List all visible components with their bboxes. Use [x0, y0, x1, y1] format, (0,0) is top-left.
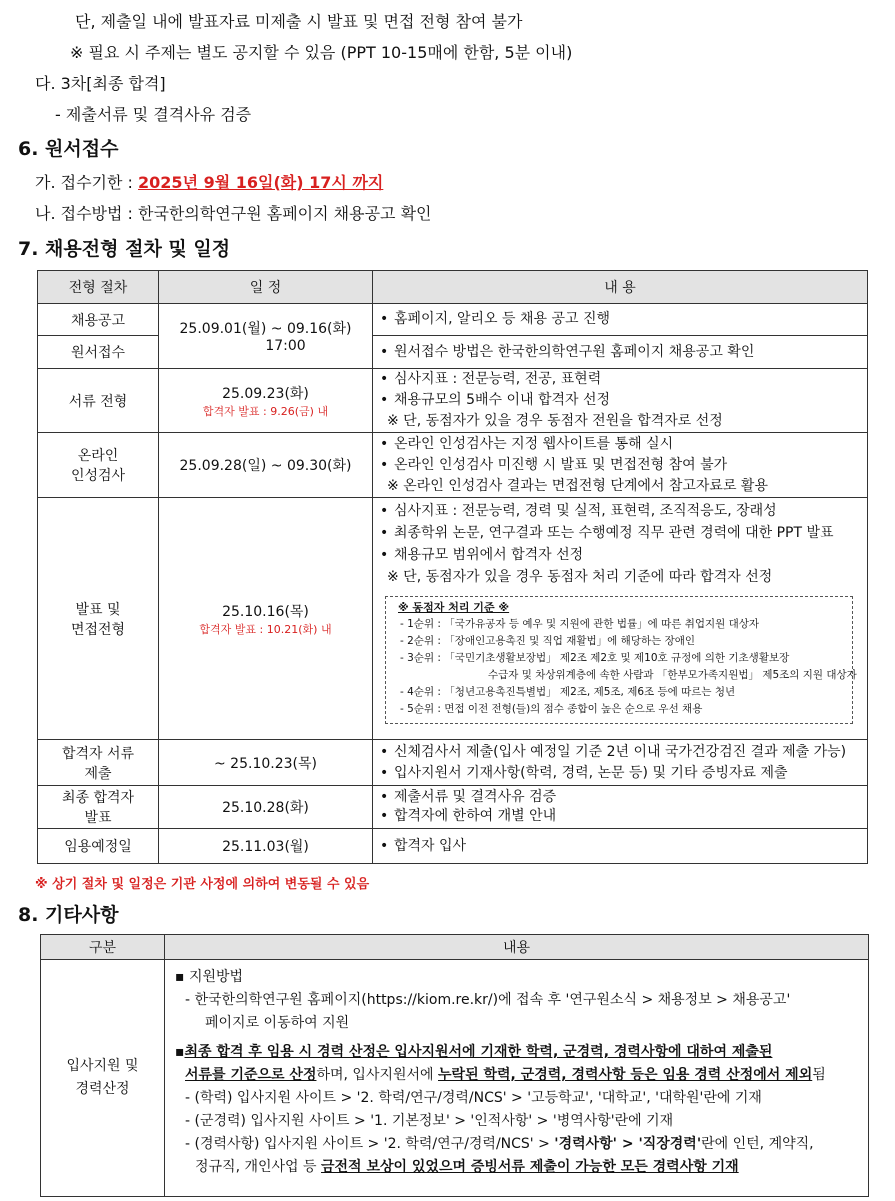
category-cell — [41, 960, 165, 1197]
note-text: ※ 온라인 인성검사 결과는 면접전형 단계에서 참고자료로 활용 — [387, 477, 768, 494]
bullet-text: 심사지표 : 전문능력, 전공, 표현력 — [394, 371, 602, 387]
table-row — [41, 960, 869, 1197]
bullet-item: • 제출서류 및 결격사유 검증 — [380, 789, 557, 805]
date-line-1: 25.09.01(월) ~ 09.16(화) — [179, 321, 352, 337]
deadline-line — [35, 170, 383, 193]
note-text: ※ 단, 동점자가 있을 경우 동점자 처리 기준에 따라 합격자 선정 — [387, 569, 773, 585]
content-cell — [373, 304, 868, 336]
career-entry-a: - (경력사항) 입사지원 사이트 > '2. 학력/연구/경력/NCS' > — [185, 1136, 555, 1152]
table-row — [38, 786, 868, 829]
apply-method-desc: - 한국한의학연구원 홈페이지(https://kiom.re.kr/)에 접속 후 '연구원소식 > 채용정보 > 채용공고' — [185, 992, 791, 1008]
tie-break-title: ※ 동점자 처리 기준 ※ — [398, 601, 510, 614]
date-cell: 25.10.28(화) — [159, 786, 373, 829]
date-cell — [159, 498, 373, 740]
category-line-1: 입사지원 및 — [66, 1058, 139, 1074]
bullet-text: 입사지원서 기재사항(학력, 경력, 논문 등) 및 기타 증빙자료 제출 — [394, 764, 788, 781]
section-6-heading: 6. 원서접수 — [18, 138, 119, 160]
date-text: 25.09.23(화) — [222, 385, 309, 402]
tie-break-item: - 1순위 : 「국가유공자 등 예우 및 지원에 관한 법률」에 따른 취업지원 대상자 — [400, 618, 760, 630]
note-text: ※ 단, 동점자가 있을 경우 동점자 전원을 합격자로 선정 — [387, 413, 723, 429]
content-cell — [165, 960, 869, 1197]
career-entry-c: 란에 인턴, 계약직, — [701, 1136, 814, 1152]
apply-method-desc-2: 페이지로 이동하여 지원 — [205, 1015, 350, 1031]
table-row — [38, 498, 868, 740]
tie-break-item: 수급자 및 차상위계층에 속한 사람과 「한부모가족지원법」 제5조의 지원 대상자 — [488, 669, 857, 681]
tie-break-item: - 5순위 : 면접 이전 전형(들)의 점수 종합이 높은 순으로 우선 채용 — [400, 703, 703, 715]
step-line-2: 면접전형 — [70, 621, 126, 638]
bullet-item: • 신체검사서 제출(입사 예정일 기준 2년 이내 국가건강검진 결과 제출 가능) — [380, 743, 847, 760]
bullet-text: 합격자 입사 — [394, 837, 467, 854]
content-cell — [373, 829, 868, 864]
step-line-2: 제출 — [84, 765, 112, 782]
table-row — [38, 433, 868, 498]
content-cell — [373, 369, 868, 433]
step-cell: 임용예정일 — [38, 829, 159, 864]
bullet-text: 신체검사서 제출(입사 예정일 기준 2년 이내 국가건강검진 결과 제출 가능) — [394, 743, 847, 760]
bullet-item: • 최종학위 논문, 연구결과 또는 수행예정 직무 관련 경력에 대한 PPT 발표 — [380, 525, 834, 541]
step-cell: 원서접수 — [38, 336, 159, 369]
date-note: 합격자 발표 : 10.21(화) 내 — [199, 622, 332, 636]
tie-break-box — [385, 596, 857, 724]
col-header-content: 내 용 — [373, 271, 868, 304]
step-line-2: 인성검사 — [70, 468, 126, 484]
date-cell: ~ 25.10.23(목) — [159, 740, 373, 786]
step-line-1: 합격자 서류 — [61, 745, 135, 762]
date-cell — [159, 304, 373, 369]
bullet-text: 제출서류 및 결격사유 검증 — [394, 789, 557, 805]
career-rule-text: 최종 합격 후 임용 시 경력 산정은 입사지원서에 기재한 학력, 군경력, 경력사항에 대하여 제출된 — [184, 1044, 773, 1060]
bullet-item: • 심사지표 : 전문능력, 경력 및 실적, 표현력, 조직적응도, 장래성 — [380, 503, 777, 519]
top-line-2: ※ 필요 시 주제는 별도 공지할 수 있음 (PPT 10-15매에 한함, 5분 이내) — [70, 43, 573, 62]
career-rule-end: 됨 — [812, 1067, 826, 1083]
date-text: 25.10.16(목) — [222, 603, 309, 620]
tie-break-item: - 3순위 : 「국민기초생활보장법」 제2조 제2호 및 제10호 규정에 의한 기초생활보장 — [400, 652, 790, 664]
table-row — [38, 740, 868, 786]
step-cell — [38, 498, 159, 740]
content-cell — [373, 433, 868, 498]
step-line-1: 최종 합격자 — [61, 790, 135, 806]
bullet-text: 채용규모 범위에서 합격자 선정 — [394, 547, 584, 563]
bullet-item: • 심사지표 : 전문능력, 전공, 표현력 — [380, 371, 602, 387]
bullet-item: • 합격자에 한하여 개별 안내 — [380, 808, 557, 824]
education-entry: - (학력) 입사지원 사이트 > '2. 학력/연구/경력/NCS' > '고등학교', '대학교', '대학원'란에 기재 — [185, 1090, 762, 1106]
date-line-2: 17:00 — [265, 338, 306, 354]
content-cell — [373, 786, 868, 829]
step-line-2: 발표 — [84, 810, 112, 826]
apply-method-title: ▪ 지원방법 — [175, 969, 244, 985]
career-rule: ▪최종 합격 후 임용 시 경력 산정은 입사지원서에 기재한 학력, 군경력, 경력사항에 대하여 제출된 — [175, 1044, 773, 1060]
step-cell — [38, 740, 159, 786]
col-header-step: 전형 절차 — [38, 271, 159, 304]
date-cell — [159, 369, 373, 433]
top-line-1: 단, 제출일 내에 발표자료 미제출 시 발표 및 면접 전형 참여 불가 — [75, 12, 523, 31]
table-row — [38, 304, 868, 336]
bullet-item: • 채용규모 범위에서 합격자 선정 — [380, 547, 584, 563]
step-cell — [38, 433, 159, 498]
bullet-text: 심사지표 : 전문능력, 경력 및 실적, 표현력, 조직적응도, 장래성 — [394, 503, 777, 519]
step-line-1: 발표 및 — [75, 601, 121, 618]
misc-table — [40, 934, 869, 1197]
bullet-text: 홈페이지, 알리오 등 채용 공고 진행 — [394, 311, 611, 327]
bullet-text: 최종학위 논문, 연구결과 또는 수행예정 직무 관련 경력에 대한 PPT 발표 — [394, 525, 834, 541]
bullet-text: 채용규모의 5배수 이내 합격자 선정 — [394, 392, 611, 408]
section-7-heading: 7. 채용전형 절차 및 일정 — [18, 238, 231, 260]
date-note: 합격자 발표 : 9.26(금) 내 — [202, 404, 329, 418]
career-rule-bold-2: 누락된 학력, 군경력, 경력사항 등은 임용 경력 산정에서 제외 — [438, 1067, 813, 1083]
schedule-table — [37, 270, 868, 864]
col-header-date: 일 정 — [159, 271, 373, 304]
tie-break-item: - 4순위 : 「청년고용촉진특별법」 제2조, 제5조, 제6조 등에 따르는 청년 — [400, 686, 736, 698]
career-entry-e: 금전적 보상이 있었으며 증빙서류 제출이 가능한 모든 경력사항 기재 — [321, 1159, 739, 1175]
bullet-text: 온라인 인성검사는 지정 웹사이트를 통해 실시 — [394, 435, 674, 452]
content-cell — [373, 740, 868, 786]
step-cell: 채용공고 — [38, 304, 159, 336]
career-entry-2 — [175, 1156, 868, 1179]
bullet-item: • 원서접수 방법은 한국한의학연구원 홈페이지 채용공고 확인 — [380, 343, 755, 360]
career-rule-2 — [175, 1064, 868, 1087]
category-line-2: 경력산정 — [75, 1081, 130, 1097]
col-header-category: 구분 — [41, 935, 165, 960]
bullet-item: • 온라인 인성검사는 지정 웹사이트를 통해 실시 — [380, 435, 674, 452]
content-cell — [373, 336, 868, 369]
section-8-heading: 8. 기타사항 — [18, 904, 119, 926]
career-entry-b: '경력사항' > '직장경력' — [554, 1136, 702, 1152]
step-cell: 서류 전형 — [38, 369, 159, 433]
military-entry: - (군경력) 입사지원 사이트 > '1. 기본정보' > '인적사항' > '병역사항'란에 기재 — [185, 1113, 674, 1129]
schedule-footnote: ※ 상기 절차 및 일정은 기관 사정에 의하여 변동될 수 있음 — [35, 877, 370, 892]
table-row — [38, 369, 868, 433]
top-line-3: 다. 3차[최종 합격] — [35, 74, 166, 93]
bullet-item: • 합격자 입사 — [380, 837, 467, 854]
date-cell: 25.11.03(월) — [159, 829, 373, 864]
deadline-value: 2025년 9월 16일(화) 17시 까지 — [138, 173, 384, 192]
tie-break-item: - 2순위 : 「장애인고용촉진 및 직업 재활법」에 해당하는 장애인 — [400, 635, 695, 647]
career-entry — [175, 1133, 868, 1156]
deadline-label: 가. 접수기한 : — [35, 173, 133, 192]
step-line-1: 온라인 — [77, 448, 119, 464]
table-row — [38, 829, 868, 864]
bullet-text: 합격자에 한하여 개별 안내 — [394, 808, 557, 824]
col-header-content: 내용 — [165, 935, 869, 960]
bullet-item: • 온라인 인성검사 미진행 시 발표 및 면접전형 참여 불가 — [380, 456, 728, 473]
step-cell — [38, 786, 159, 829]
top-line-4: - 제출서류 및 결격사유 검증 — [55, 105, 252, 124]
bullet-text: 온라인 인성검사 미진행 시 발표 및 면접전형 참여 불가 — [394, 456, 728, 473]
bullet-item: • 홈페이지, 알리오 등 채용 공고 진행 — [380, 311, 611, 327]
bullet-item: • 입사지원서 기재사항(학력, 경력, 논문 등) 및 기타 증빙자료 제출 — [380, 764, 788, 781]
career-rule-bold: 서류를 기준으로 산정 — [185, 1067, 317, 1083]
career-rule-rest: 하며, 입사지원서에 — [316, 1067, 439, 1083]
date-cell: 25.09.28(일) ~ 09.30(화) — [159, 433, 373, 498]
career-entry-d: 정규직, 개인사업 등 — [195, 1159, 321, 1175]
method-line: 나. 접수방법 : 한국한의학연구원 홈페이지 채용공고 확인 — [35, 204, 432, 223]
bullet-text: 원서접수 방법은 한국한의학연구원 홈페이지 채용공고 확인 — [394, 343, 755, 360]
bullet-item: • 채용규모의 5배수 이내 합격자 선정 — [380, 392, 611, 408]
content-cell — [373, 498, 868, 740]
